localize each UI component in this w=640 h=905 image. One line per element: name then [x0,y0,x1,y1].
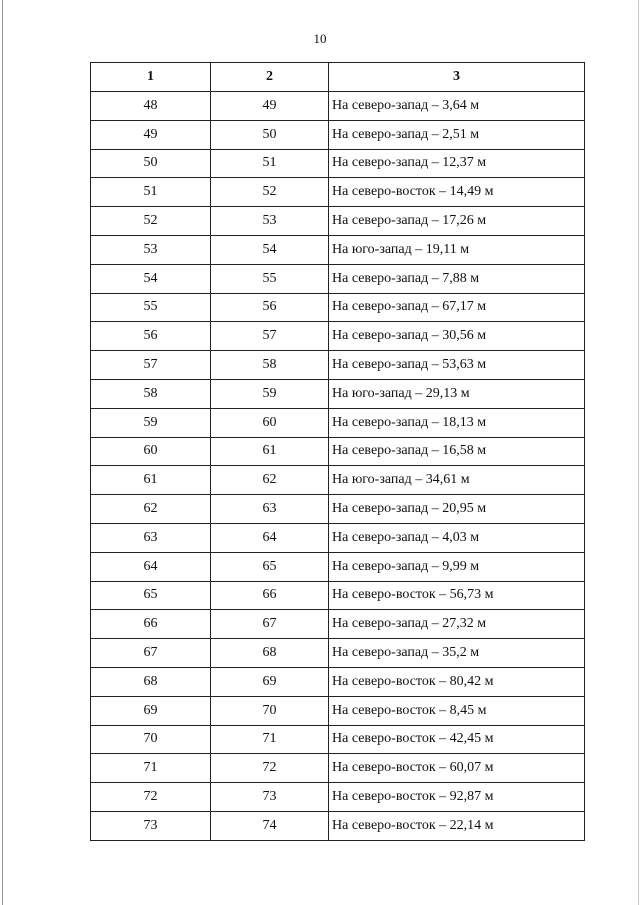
point-to: 71 [211,725,329,754]
point-to: 67 [211,610,329,639]
point-from: 48 [91,92,211,121]
header-col-1: 1 [91,63,211,92]
point-to: 59 [211,379,329,408]
table-row [91,523,585,552]
point-from: 68 [91,667,211,696]
point-to: 50 [211,120,329,149]
direction-distance: На юго-запад – 19,11 м [329,235,585,264]
point-from: 52 [91,207,211,236]
direction-distance: На северо-запад – 3,64 м [329,92,585,121]
table-row [91,351,585,380]
table-row [91,207,585,236]
table-row [91,811,585,840]
point-to: 66 [211,581,329,610]
point-to: 58 [211,351,329,380]
point-from: 67 [91,639,211,668]
table-row [91,437,585,466]
direction-distance: На юго-запад – 29,13 м [329,379,585,408]
table-row [91,293,585,322]
point-to: 73 [211,783,329,812]
direction-distance: На северо-запад – 53,63 м [329,351,585,380]
direction-distance: На северо-восток – 60,07 м [329,754,585,783]
scan-edge-left [2,0,3,905]
point-to: 56 [211,293,329,322]
point-from: 70 [91,725,211,754]
point-from: 49 [91,120,211,149]
point-from: 50 [91,149,211,178]
point-from: 59 [91,408,211,437]
point-from: 56 [91,322,211,351]
direction-distance: На северо-запад – 30,56 м [329,322,585,351]
direction-distance: На северо-запад – 20,95 м [329,495,585,524]
direction-distance: На северо-запад – 16,58 м [329,437,585,466]
point-to: 62 [211,466,329,495]
direction-distance: На северо-восток – 92,87 м [329,783,585,812]
point-to: 69 [211,667,329,696]
point-from: 64 [91,552,211,581]
point-to: 72 [211,754,329,783]
direction-distance: На северо-запад – 35,2 м [329,639,585,668]
direction-distance: На северо-запад – 4,03 м [329,523,585,552]
direction-distance: На северо-запад – 2,51 м [329,120,585,149]
table-row [91,466,585,495]
table-row [91,120,585,149]
point-to: 54 [211,235,329,264]
direction-distance: На северо-восток – 14,49 м [329,178,585,207]
point-from: 72 [91,783,211,812]
point-from: 73 [91,811,211,840]
table-row [91,379,585,408]
point-from: 66 [91,610,211,639]
point-to: 52 [211,178,329,207]
point-from: 54 [91,264,211,293]
point-from: 58 [91,379,211,408]
table-row [91,495,585,524]
table-row [91,322,585,351]
point-from: 51 [91,178,211,207]
point-from: 53 [91,235,211,264]
table-row [91,552,585,581]
direction-distance: На северо-восток – 42,45 м [329,725,585,754]
direction-distance: На северо-восток – 8,45 м [329,696,585,725]
table-row [91,725,585,754]
point-to: 55 [211,264,329,293]
table-row [91,264,585,293]
direction-distance: На северо-запад – 7,88 м [329,264,585,293]
page-number: 10 [313,31,327,46]
table-row [91,696,585,725]
point-from: 69 [91,696,211,725]
point-from: 57 [91,351,211,380]
point-to: 63 [211,495,329,524]
table-header-row [91,63,585,92]
point-from: 63 [91,523,211,552]
point-to: 70 [211,696,329,725]
point-from: 60 [91,437,211,466]
direction-distance: На северо-восток – 80,42 м [329,667,585,696]
direction-distance: На юго-запад – 34,61 м [329,466,585,495]
direction-distance: На северо-запад – 17,26 м [329,207,585,236]
point-from: 55 [91,293,211,322]
direction-distance: На северо-запад – 12,37 м [329,149,585,178]
table-row [91,178,585,207]
table-body [91,92,585,841]
boundary-table [90,62,585,841]
point-from: 61 [91,466,211,495]
table-row [91,667,585,696]
direction-distance: На северо-восток – 22,14 м [329,811,585,840]
direction-distance: На северо-запад – 67,17 м [329,293,585,322]
table-row [91,754,585,783]
table-row [91,610,585,639]
direction-distance: На северо-запад – 9,99 м [329,552,585,581]
point-to: 60 [211,408,329,437]
point-to: 53 [211,207,329,236]
direction-distance: На северо-запад – 18,13 м [329,408,585,437]
table-row [91,149,585,178]
point-to: 49 [211,92,329,121]
table-row [91,92,585,121]
direction-distance: На северо-запад – 27,32 м [329,610,585,639]
table-row [91,408,585,437]
table-row [91,235,585,264]
header-col-3: 3 [329,63,585,92]
point-to: 68 [211,639,329,668]
table-row [91,639,585,668]
point-to: 64 [211,523,329,552]
direction-distance: На северо-восток – 56,73 м [329,581,585,610]
point-to: 65 [211,552,329,581]
point-to: 57 [211,322,329,351]
point-from: 65 [91,581,211,610]
point-to: 51 [211,149,329,178]
header-col-2: 2 [211,63,329,92]
table-row [91,581,585,610]
point-from: 62 [91,495,211,524]
table-row [91,783,585,812]
point-from: 71 [91,754,211,783]
point-to: 74 [211,811,329,840]
scan-edge-right [638,0,639,905]
point-to: 61 [211,437,329,466]
